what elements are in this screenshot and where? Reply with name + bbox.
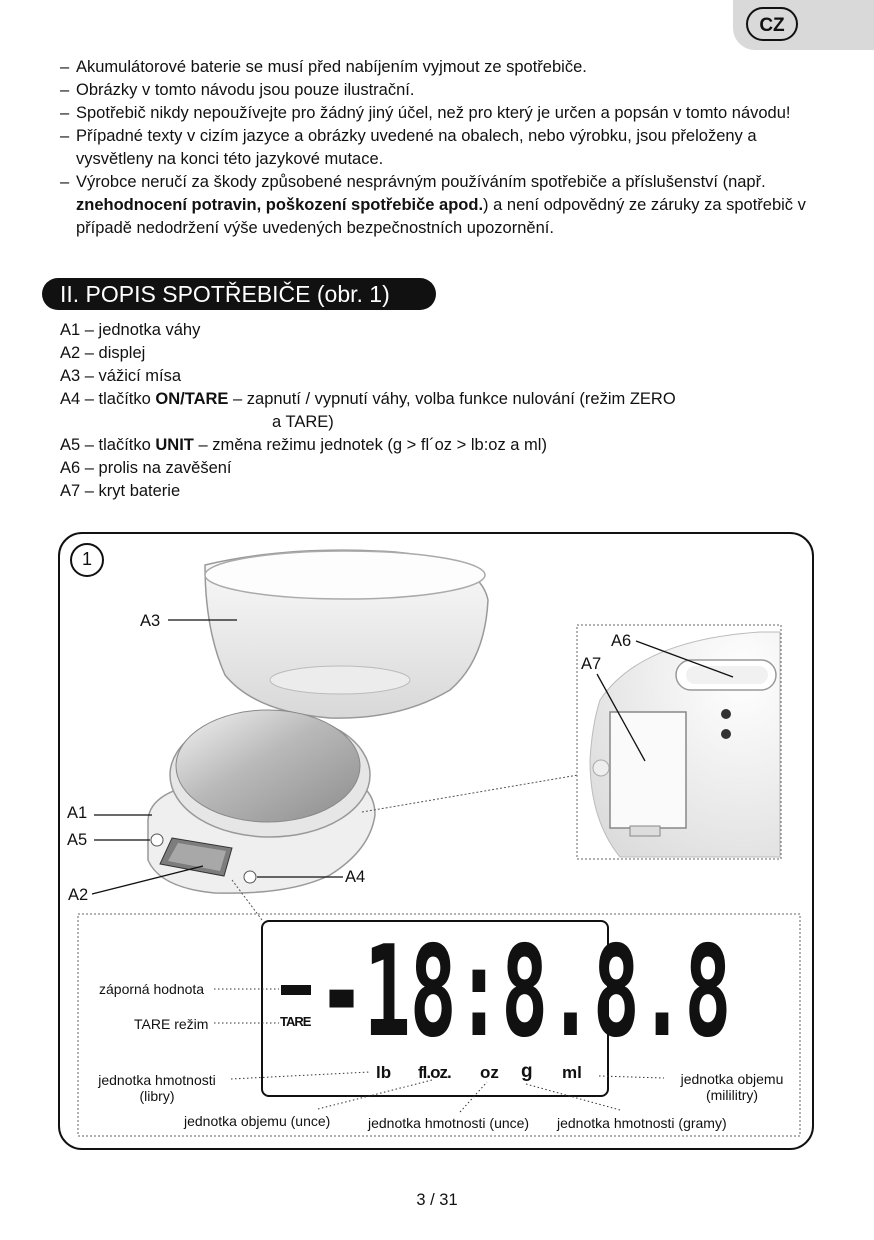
- lcd-tare-indicator: TARE: [280, 1014, 311, 1029]
- warning-item: – Obrázky v tomto návodu jsou pouze ilustrační.: [60, 79, 830, 102]
- part-desc: – změna režimu jednotek (g > fl´oz > lb:oz a ml): [193, 436, 547, 454]
- annotation-weight-g: jednotka hmotnosti (gramy): [557, 1115, 727, 1131]
- part-item: A7 – kryt baterie: [60, 482, 181, 500]
- lcd-digit-value: -18:8.8.8: [318, 918, 731, 1065]
- label-a2: A2: [68, 886, 89, 904]
- label-a4: A4: [345, 868, 366, 886]
- warning-emphasis: znehodnocení potravin, poškození spotřebiče apod.: [76, 196, 484, 214]
- annotation-tare-mode: TARE režim: [134, 1016, 209, 1032]
- annotation-line: jednotka hmotnosti: [98, 1072, 216, 1088]
- annotation-line: (mililitry): [705, 1087, 759, 1103]
- label-a7: A7: [581, 655, 602, 673]
- page-number: 3 / 31: [416, 1191, 458, 1209]
- language-badge: CZ: [746, 7, 798, 41]
- label-a3: A3: [140, 612, 161, 630]
- lcd-unit-g: g: [521, 1061, 533, 1082]
- section-title: II. POPIS SPOTŘEBIČE (obr. 1): [42, 278, 436, 310]
- lcd-unit-oz: oz: [480, 1063, 499, 1082]
- warning-item: – Případné texty v cizím jazyce a obrázky uvedené na obalech, nebo výrobku, jsou přeloženy a vysvětleny na konci této jazykové mutace.: [60, 125, 830, 171]
- part-desc-continued: a TARE): [272, 413, 334, 431]
- part-item: A2 – displej: [60, 344, 146, 362]
- annotation-volume-ml: [668, 1071, 796, 1103]
- annotation-line: (libry): [139, 1088, 175, 1104]
- part-button-name: ON/TARE: [155, 390, 229, 408]
- warning-text: Výrobce neručí za škody způsobené nesprávným používáním spotřebiče a příslušenství (např.: [76, 173, 766, 191]
- lcd-unit-ml: ml: [562, 1063, 582, 1082]
- part-item: A3 – vážicí mísa: [60, 367, 182, 385]
- back-view-inset: [577, 625, 781, 859]
- warning-text: ) a není odpovědný ze záruky za spotřebič v případě nedodržení výše uvedených bezpečnostních upozornění.: [76, 196, 806, 237]
- part-desc: – zapnutí / vypnutí váhy, volba funkce nulování (režim ZERO: [228, 390, 676, 408]
- lcd-unit-floz: fl.oz.: [418, 1063, 451, 1082]
- part-button-name: UNIT: [155, 436, 194, 454]
- annotation-weight-lb: [86, 1072, 228, 1104]
- label-a1: A1: [67, 804, 88, 822]
- annotation-line: jednotka objemu: [680, 1071, 784, 1087]
- label-a6: A6: [611, 632, 632, 650]
- scale-illustration: [148, 710, 375, 893]
- figure-number: 1: [81, 549, 92, 569]
- annotation-volume-floz: jednotka objemu (unce): [184, 1113, 331, 1129]
- label-a5: A5: [67, 831, 88, 849]
- annotation-weight-oz: jednotka hmotnosti (unce): [368, 1115, 530, 1131]
- warning-item: – Akumulátorové baterie se musí před nabíjením vyjmout ze spotřebiče.: [60, 56, 830, 79]
- lcd-minus-sign: [281, 985, 311, 995]
- lcd-unit-lb: lb: [376, 1063, 392, 1082]
- annotation-negative-value: záporná hodnota: [99, 981, 205, 997]
- lcd-digits: [318, 918, 731, 1065]
- part-prefix: A4 – tlačítko: [60, 390, 156, 408]
- part-prefix: A5 – tlačítko: [60, 436, 156, 454]
- part-item: A1 – jednotka váhy: [60, 321, 201, 339]
- bowl-illustration: [205, 550, 488, 718]
- warning-item: – Spotřebič nikdy nepoužívejte pro žádný jiný účel, než pro který je určen a popsán v tomto návodu!: [60, 102, 830, 125]
- part-item: A6 – prolis na zavěšení: [60, 459, 232, 477]
